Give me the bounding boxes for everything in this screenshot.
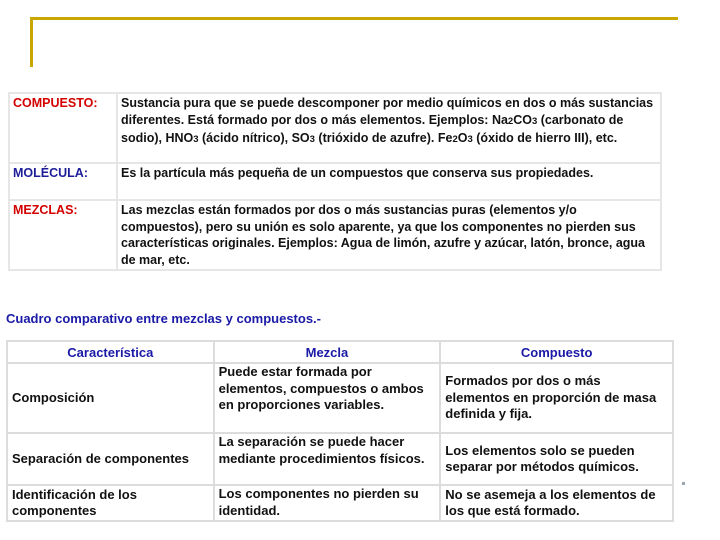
table-row <box>8 434 672 484</box>
comparison-caption: Cuadro comparativo entre mezclas y compuestos.- <box>6 311 321 326</box>
comparison-table <box>6 340 674 522</box>
term-molecula: MOLÉCULA: <box>10 164 116 199</box>
table-row <box>8 486 672 520</box>
comparison-header-row <box>8 342 672 362</box>
definition-mezclas: Las mezclas están formados por dos o más sustancias puras (elementos y/o compuestos), pero su unión es solo aparente, ya que los componentes no pierden sus características originales. Ejemplos: Agua de limón, azufre y azúcar, latón, bronce, agua de mar, etc. <box>118 201 660 269</box>
compound-cell: Los elementos solo se pueden separar por métodos químicos. <box>441 434 672 484</box>
definition-molecula: Es la partícula más pequeña de un compuestos que conserva sus propiedades. <box>118 164 660 199</box>
definition-row-mezclas <box>10 201 660 269</box>
header-mezcla: Mezcla <box>215 342 440 362</box>
term-mezclas: MEZCLAS: <box>10 201 116 269</box>
definition-row-compuesto <box>10 94 660 162</box>
compound-cell: Formados por dos o más elementos en proporción de masa definida y fija. <box>441 364 672 432</box>
mixture-cell: La separación se puede hacer mediante procedimientos físicos. <box>215 434 440 484</box>
feature-cell: Composición <box>8 364 213 432</box>
definition-row-molecula <box>10 164 660 199</box>
term-compuesto: COMPUESTO: <box>10 94 116 162</box>
header-caracteristica: Característica <box>8 342 213 362</box>
title-bracket-decoration <box>30 17 678 67</box>
feature-cell: Separación de componentes <box>8 434 213 484</box>
definitions-table <box>8 92 662 271</box>
definition-compuesto: Sustancia pura que se puede descomponer por medio químicos en dos o más sustancias diferentes. Está formado por dos o más elementos. Ejemplos: Na2CO3 (carbonato de sodio), HNO3 (ácido nítrico), SO3 (trióxido de azufre). Fe2O3 (óxido de hierro III), etc. <box>118 94 660 162</box>
mixture-cell: Los componentes no pierden su identidad. <box>215 486 440 520</box>
mixture-cell: Puede estar formada por elementos, compuestos o ambos en proporciones variables. <box>215 364 440 432</box>
slide-marker-dot <box>682 482 685 485</box>
table-row <box>8 364 672 432</box>
feature-cell: Identificación de los componentes <box>8 486 213 520</box>
compound-cell: No se asemeja a los elementos de los que está formado. <box>441 486 672 520</box>
header-compuesto: Compuesto <box>441 342 672 362</box>
